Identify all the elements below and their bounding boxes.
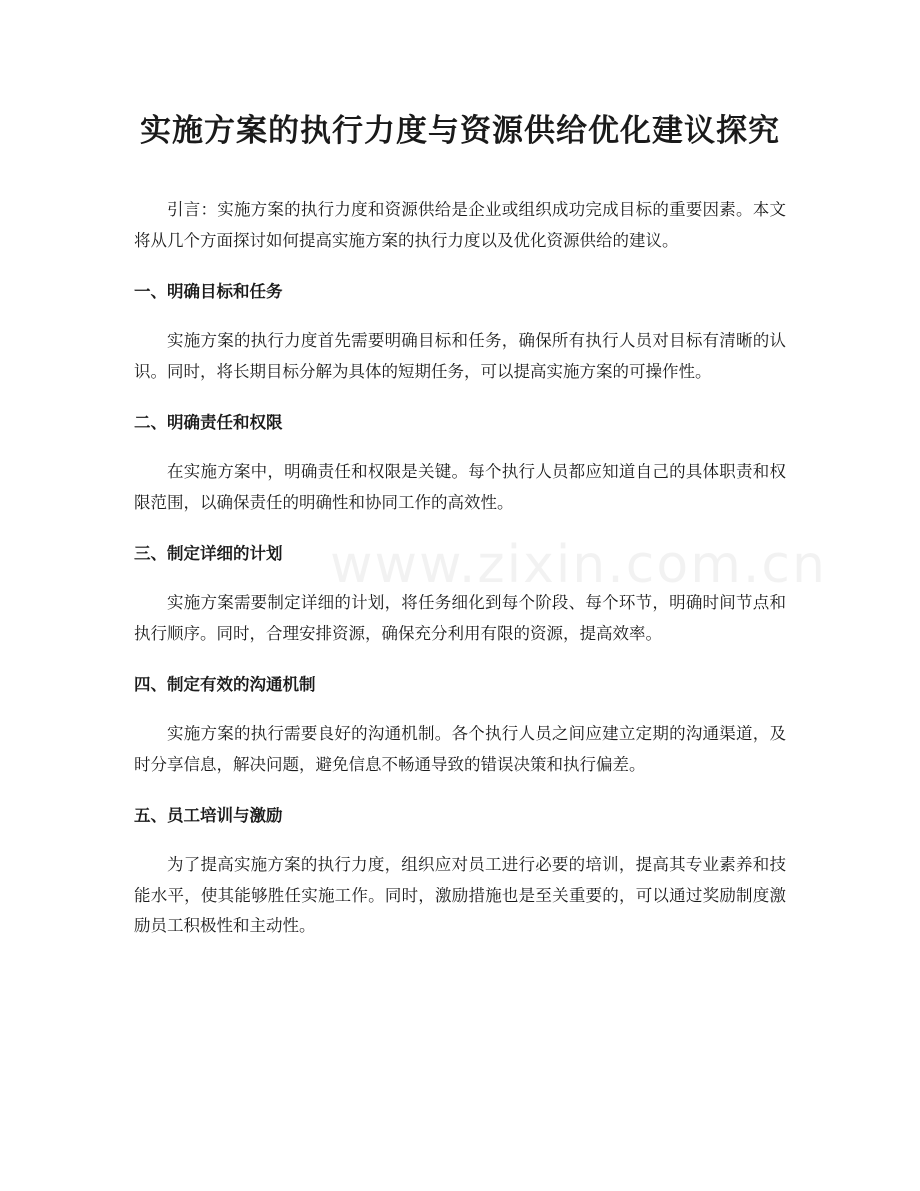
- section-body: 实施方案的执行力度首先需要明确目标和任务，确保所有执行人员对目标有清晰的认识。同时，将长期目标分解为具体的短期任务，可以提高实施方案的可操作性。: [134, 331, 786, 381]
- section-2: [134, 411, 786, 518]
- section-4: [134, 673, 786, 780]
- section-heading: 四、制定有效的沟通机制: [134, 675, 316, 694]
- section-body: 为了提高实施方案的执行力度，组织应对员工进行必要的培训，提高其专业素养和技能水平，使其能够胜任实施工作。同时，激励措施也是至关重要的，可以通过奖励制度激励员工积极性和主动性。: [134, 855, 786, 935]
- section-heading: 一、明确目标和任务: [134, 282, 283, 301]
- section-heading: 二、明确责任和权限: [134, 413, 283, 432]
- intro-paragraph: 引言：实施方案的执行力度和资源供给是企业或组织成功完成目标的重要因素。本文将从几个方面探讨如何提高实施方案的执行力度以及优化资源供给的建议。: [134, 200, 786, 250]
- section-body: 实施方案的执行需要良好的沟通机制。各个执行人员之间应建立定期的沟通渠道，及时分享信息，解决问题，避免信息不畅通导致的错误决策和执行偏差。: [134, 724, 786, 774]
- section-body: 实施方案需要制定详细的计划，将任务细化到每个阶段、每个环节，明确时间节点和执行顺序。同时，合理安排资源，确保充分利用有限的资源，提高效率。: [134, 593, 786, 643]
- section-heading: 五、员工培训与激励: [134, 806, 283, 825]
- document-title: 实施方案的执行力度与资源供给优化建议探究: [140, 113, 780, 149]
- section-3: [134, 542, 786, 649]
- section-body: 在实施方案中，明确责任和权限是关键。每个执行人员都应知道自己的具体职责和权限范围，以确保责任的明确性和协同工作的高效性。: [134, 462, 786, 512]
- watermark-text: www.zixin.com.cn: [330, 535, 827, 595]
- section-5: [134, 804, 786, 942]
- section-heading: 三、制定详细的计划: [134, 544, 283, 563]
- section-1: [134, 280, 786, 387]
